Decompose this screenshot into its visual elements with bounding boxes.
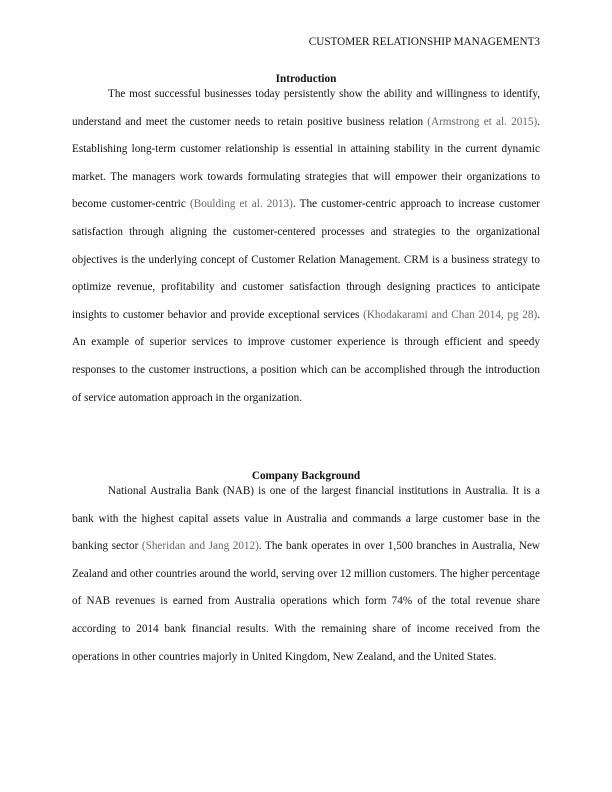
company-background-heading: Company Background xyxy=(251,470,361,482)
company-background-section xyxy=(72,469,540,671)
intro-text-3: . The customer-centric approach to increase customer satisfaction through aligning the customer-centered processes and strategies to the organizational objectives is the underlying concept of Customer Relation Management. CRM is a business strategy to optimize revenue, profitability and customer satisfaction through designing practices to anticipate insights to customer behavior and provide exceptional services xyxy=(72,198,541,321)
introduction-paragraph xyxy=(72,81,540,412)
citation-sheridan: (Sheridan and Jang 2012) xyxy=(141,540,259,553)
citation-boulding: (Boulding et al. 2013) xyxy=(190,198,293,211)
intro-text-2: . Establishing long-term customer relationship is essential in attaining stability in the current dynamic market. The managers work towards formulating strategies that will empower their organizations to become customer-centric xyxy=(72,115,540,211)
citation-armstrong: (Armstrong et al. 2015) xyxy=(427,115,538,128)
background-text-2: . The bank operates in over 1,500 branches in Australia, New Zealand and other countries around the world, serving over 12 million customers. The higher percentage of NAB revenues is earned from Australia operations which form 74% of the total revenue share according to 2014 bank financial results. With the remaining share of income received from the operations in other countries majorly in United Kingdom, New Zealand, and the United States. xyxy=(72,540,540,663)
running-header: CUSTOMER RELATIONSHIP MANAGEMENT3 xyxy=(308,36,540,48)
company-background-paragraph xyxy=(72,478,540,671)
introduction-section xyxy=(72,72,540,412)
introduction-heading: Introduction xyxy=(275,73,337,85)
intro-text-4: . An example of superior services to improve customer experience is through efficient and speedy responses to the customer instructions, a position which can be accomplished through the introduction of service automation approach in the organization. xyxy=(72,308,541,404)
intro-text-1: The most successful businesses today persistently show the ability and willingness to identify, understand and meet the customer needs to retain positive business relation xyxy=(72,88,540,128)
background-text-1: National Australia Bank (NAB) is one of the largest financial institutions in Australia. It is a bank with the highest capital assets value in Australia and commands a large customer base in the banking sector xyxy=(72,485,540,553)
citation-khodakarami: (Khodakarami and Chan 2014, pg 28) xyxy=(363,308,538,321)
